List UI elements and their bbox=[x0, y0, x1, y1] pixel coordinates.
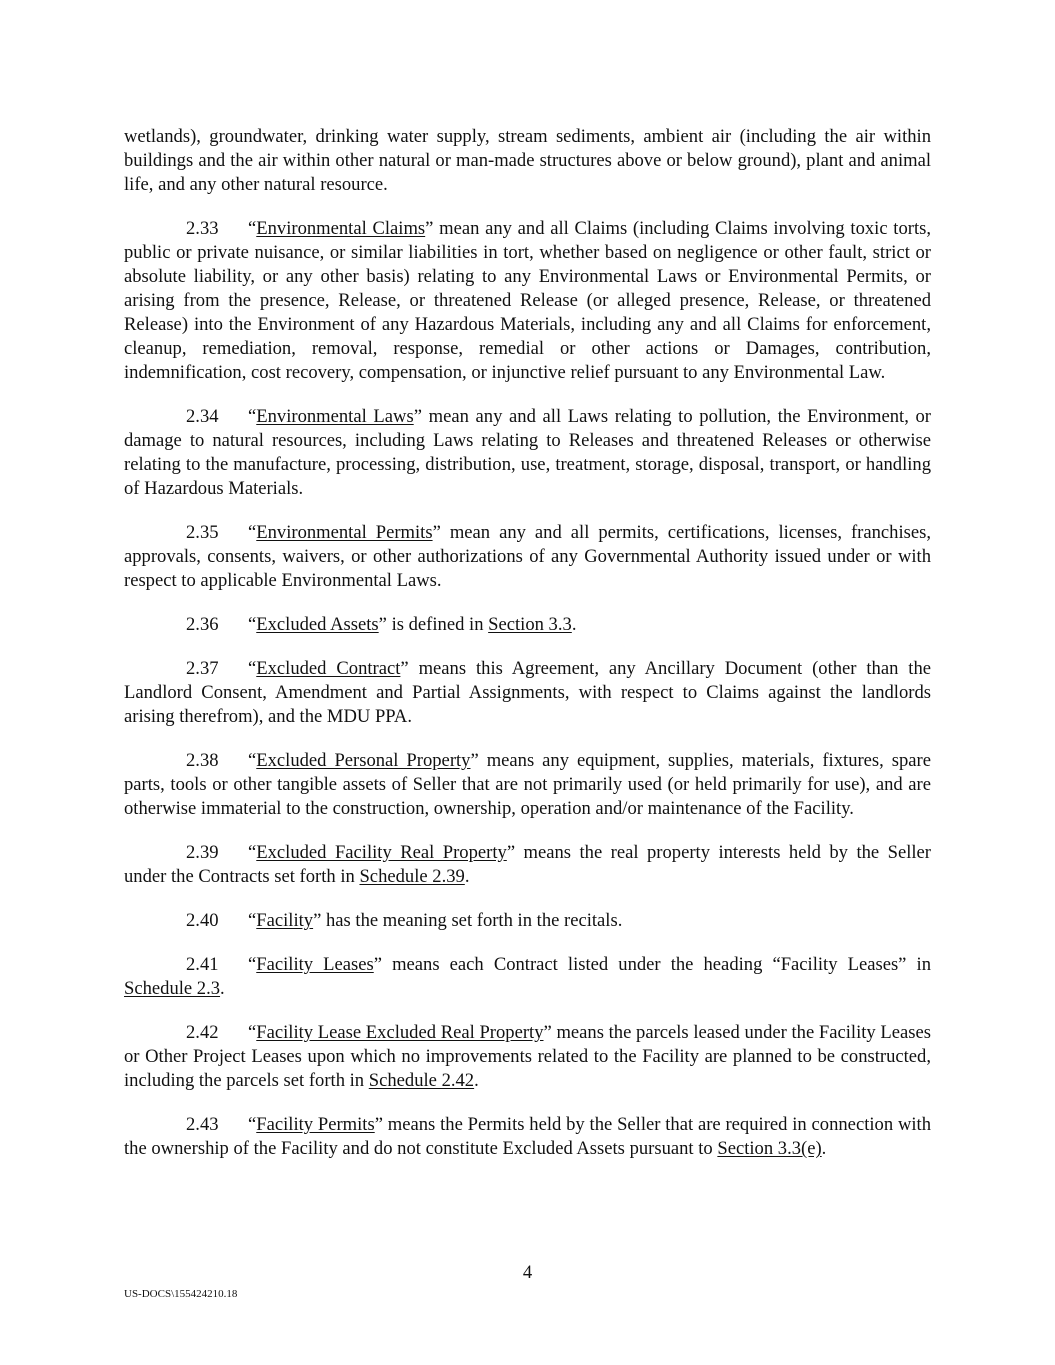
section-number: 2.35 bbox=[186, 522, 219, 543]
definition-text: . bbox=[464, 866, 470, 887]
definition-2-39 bbox=[124, 841, 931, 889]
definition-text: . bbox=[220, 978, 225, 999]
section-number: 2.37 bbox=[186, 658, 219, 679]
definition-2-35 bbox=[124, 521, 931, 593]
definitions-list bbox=[124, 217, 931, 1161]
definition-text: “ bbox=[248, 218, 257, 239]
definition-text: ” has the meaning set forth in the recitals. bbox=[313, 910, 623, 931]
section-number: 2.43 bbox=[186, 1114, 219, 1135]
definition-text: . bbox=[571, 614, 577, 635]
definition-2-36 bbox=[124, 613, 931, 637]
defined-term: Section 3.3 bbox=[488, 614, 572, 635]
defined-term: Environmental Claims bbox=[256, 218, 426, 239]
section-number: 2.42 bbox=[186, 1022, 219, 1043]
definition-text: “ bbox=[248, 658, 257, 679]
section-number: 2.33 bbox=[186, 218, 219, 239]
opening-paragraph: wetlands), groundwater, drinking water supply, stream sediments, ambient air (including the air within buildings and the air within other natural or man-made structures above or below ground), plant and animal life, and any other natural resource. bbox=[124, 126, 931, 195]
document-id: US-DOCS\155424210.18 bbox=[124, 1288, 238, 1300]
definition-text: “ bbox=[248, 1114, 257, 1135]
section-number: 2.38 bbox=[186, 750, 219, 771]
defined-term: Facility Leases bbox=[256, 954, 374, 975]
section-number: 2.39 bbox=[186, 842, 219, 863]
definition-text: “ bbox=[248, 406, 257, 427]
definition-text: “ bbox=[248, 1022, 257, 1043]
definition-2-41 bbox=[124, 953, 931, 1001]
defined-term: Excluded Assets bbox=[256, 614, 379, 635]
definition-text: ” means any equipment, supplies, materials, fixtures, spare parts, tools or other tangible assets of Seller that are not primarily used (or held primarily for use), and are otherwise immaterial to the construction, ownership, operation and/or maintenance of the Facility. bbox=[124, 750, 932, 819]
defined-term: Excluded Contract bbox=[256, 658, 401, 679]
section-number: 2.36 bbox=[186, 614, 219, 635]
definition-text: ” mean any and all Claims (including Claims involving toxic torts, public or private nuisance, or similar liabilities in tort, whether based on negligence or other fault, strict or absolute liability, or any other basis) relating to any Environmental Laws or Environmental Permits, or arising from the presence, Release, or threatened Release (or alleged presence, Release, or threatened Release) into the Environment of any Hazardous Materials, including any and all Claims for enforcement, cleanup, remediation, removal, response, remedial or other actions or Damages, contribution, indemnification, cost recovery, compensation, or injunctive relief pursuant to any Environmental Law. bbox=[124, 218, 931, 383]
page-number: 4 bbox=[522, 1262, 533, 1283]
section-number: 2.34 bbox=[186, 406, 219, 427]
definition-2-33 bbox=[124, 217, 931, 385]
definition-text: “ bbox=[248, 614, 257, 635]
definition-text: . bbox=[821, 1138, 827, 1159]
definition-2-42 bbox=[124, 1021, 931, 1093]
document-body bbox=[124, 125, 931, 1181]
definition-text: ” means the real property interests held by the Seller under the Contracts set forth in bbox=[124, 842, 931, 887]
definition-text: ” mean any and all Laws relating to pollution, the Environment, or damage to natural resources, including Laws relating to Releases and threatened Releases or otherwise relating to the manufacture, processing, distribution, use, treatment, storage, disposal, transport, or handling of Hazardous Materials. bbox=[124, 406, 931, 499]
defined-term: Environmental Permits bbox=[256, 522, 433, 543]
definition-text: ” is defined in bbox=[378, 614, 489, 635]
definition-text: “ bbox=[248, 910, 257, 931]
defined-term: Section 3.3(e) bbox=[717, 1138, 822, 1159]
definition-2-34 bbox=[124, 405, 931, 501]
definition-text: “ bbox=[248, 522, 257, 543]
definition-text: “ bbox=[248, 842, 257, 863]
definition-text: ” means each Contract listed under the heading “Facility Leases” in bbox=[373, 954, 931, 975]
defined-term: Facility Lease Excluded Real Property bbox=[256, 1022, 544, 1043]
defined-term: Excluded Personal Property bbox=[256, 750, 471, 771]
definition-text: ” mean any and all permits, certifications, licenses, franchises, approvals, consents, waivers, or other authorizations of any Governmental Authority issued under or with respect to applicable Environmental Laws. bbox=[124, 522, 931, 591]
definition-text: ” means this Agreement, any Ancillary Document (other than the Landlord Consent, Amendment and Partial Assignments, with respect to Claims against the landlords arising therefrom), and the MDU PPA. bbox=[124, 658, 932, 727]
defined-term: Excluded Facility Real Property bbox=[256, 842, 507, 863]
defined-term: Schedule 2.3 bbox=[124, 978, 221, 999]
defined-term: Schedule 2.42 bbox=[368, 1070, 475, 1091]
defined-term: Schedule 2.39 bbox=[359, 866, 465, 887]
definition-text: . bbox=[474, 1070, 479, 1091]
defined-term: Facility Permits bbox=[256, 1114, 375, 1135]
definition-text: “ bbox=[248, 954, 257, 975]
section-number: 2.40 bbox=[186, 910, 219, 931]
definition-2-38 bbox=[124, 749, 931, 821]
definition-2-37 bbox=[124, 657, 931, 729]
definition-text: “ bbox=[248, 750, 257, 771]
definition-text: ” means the parcels leased under the Facility Leases or Other Project Leases upon which no improvements related to the Facility are planned to be constructed, including the parcels set forth in bbox=[124, 1022, 932, 1091]
definition-2-40 bbox=[124, 909, 931, 933]
defined-term: Facility bbox=[256, 910, 314, 931]
definition-text: ” means the Permits held by the Seller that are required in connection with the ownership of the Facility and do not constitute Excluded Assets pursuant to bbox=[124, 1114, 931, 1159]
section-number: 2.41 bbox=[186, 954, 219, 975]
definition-2-43 bbox=[124, 1113, 931, 1161]
defined-term: Environmental Laws bbox=[256, 406, 414, 427]
